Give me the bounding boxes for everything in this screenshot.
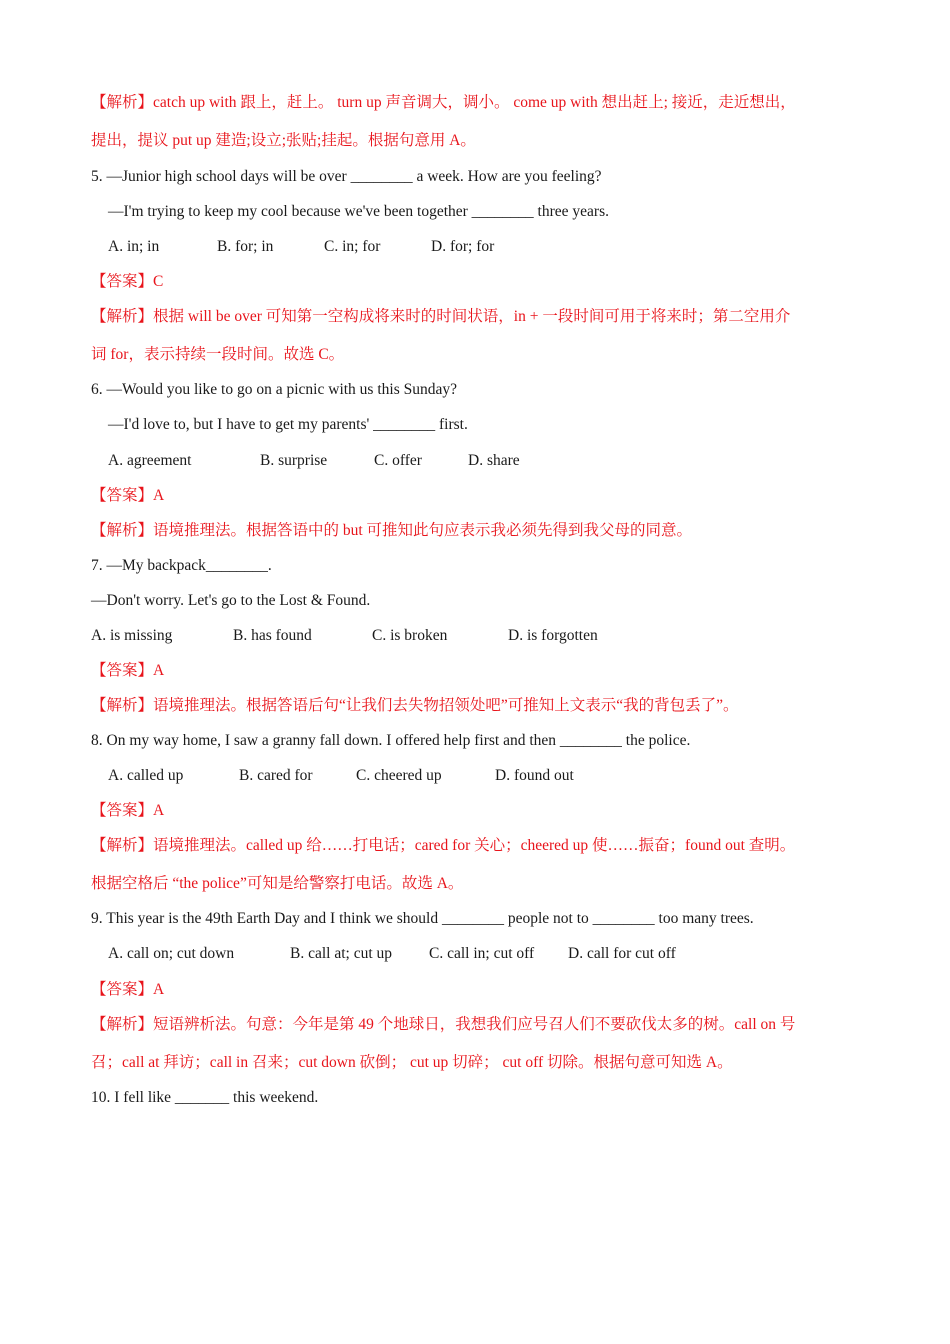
option-d: D. found out bbox=[495, 767, 574, 784]
answer-6: 【答案】A bbox=[91, 487, 165, 504]
option-a: A. called up bbox=[108, 767, 184, 784]
option-b: B. surprise bbox=[260, 452, 328, 469]
option-b: B. call at; cut up bbox=[290, 945, 393, 962]
option-a: A. in; in bbox=[108, 238, 160, 255]
question-7-options bbox=[91, 625, 890, 647]
option-a: A. agreement bbox=[108, 452, 192, 469]
option-c: C. call in; cut off bbox=[429, 945, 535, 962]
explanation-6: 【解析】语境推理法。根据答语中的 but 可推知此句应表示我必须先得到我父母的同意。 bbox=[91, 522, 693, 539]
answer-9: 【答案】A bbox=[91, 981, 165, 998]
option-a: A. call on; cut down bbox=[108, 945, 235, 962]
option-b: B. has found bbox=[233, 627, 312, 644]
option-d: D. is forgotten bbox=[508, 627, 598, 644]
question-7-reply: —Don't worry. Let's go to the Lost & Found. bbox=[91, 592, 371, 609]
explanation-8-line2: 根据空格后 “the police”可知是给警察打电话。故选 A。 bbox=[91, 875, 464, 892]
option-d: D. for; for bbox=[431, 238, 495, 255]
explanation-4-line1: 【解析】catch up with 跟上，赶上。 turn up 声音调大，调小。 come up with 想出赶上; 接近，走近想出， bbox=[91, 94, 796, 111]
explanation-7: 【解析】语境推理法。根据答语后句“让我们去失物招领处吧”可推知上文表示“我的背包丢了”。 bbox=[91, 697, 739, 714]
option-c: C. in; for bbox=[324, 238, 381, 255]
option-d: D. call for cut off bbox=[568, 945, 676, 962]
explanation-9-line1: 【解析】短语辨析法。句意：今年是第 49 个地球日，我想我们应号召人们不要砍伐太多的树。call on 号 bbox=[91, 1016, 796, 1033]
option-b: B. for; in bbox=[217, 238, 274, 255]
explanation-5-line2: 词 for，表示持续一段时间。故选 C。 bbox=[91, 346, 345, 363]
question-6-options bbox=[108, 450, 890, 472]
question-6-reply: —I'd love to, but I have to get my parents' ________ first. bbox=[108, 416, 468, 433]
question-5: 5. —Junior high school days will be over ________ a week. How are you feeling? bbox=[91, 168, 602, 185]
answer-5: 【答案】C bbox=[91, 273, 164, 290]
explanation-5-line1: 【解析】根据 will be over 可知第一空构成将来时的时间状语，in + 一段时间可用于将来时；第二空用介 bbox=[91, 308, 791, 325]
option-c: C. is broken bbox=[372, 627, 448, 644]
question-7: 7. —My backpack________. bbox=[91, 557, 272, 574]
answer-7: 【答案】A bbox=[91, 662, 165, 679]
question-6: 6. —Would you like to go on a picnic with us this Sunday? bbox=[91, 381, 457, 398]
question-8-options bbox=[108, 765, 890, 787]
option-d: D. share bbox=[468, 452, 520, 469]
explanation-9-line2: 召；call at 拜访；call in 召来；cut down 砍倒； cut up 切碎； cut off 切除。根据句意可知选 A。 bbox=[91, 1054, 733, 1071]
question-5-options bbox=[108, 236, 890, 258]
question-9: 9. This year is the 49th Earth Day and I think we should ________ people not to ________ too many trees. bbox=[91, 910, 754, 927]
question-5-reply: —I'm trying to keep my cool because we've been together ________ three years. bbox=[108, 203, 609, 220]
question-9-options bbox=[108, 943, 890, 965]
explanation-4-line2: 提出，提议 put up 建造;设立;张贴;挂起。根据句意用 A。 bbox=[91, 132, 476, 149]
option-b: B. cared for bbox=[239, 767, 313, 784]
answer-8: 【答案】A bbox=[91, 802, 165, 819]
option-c: C. cheered up bbox=[356, 767, 442, 784]
question-10: 10. I fell like _______ this weekend. bbox=[91, 1089, 319, 1106]
option-c: C. offer bbox=[374, 452, 422, 469]
explanation-8-line1: 【解析】语境推理法。called up 给……打电话；cared for 关心；cheered up 使……振奋；found out 查明。 bbox=[91, 837, 796, 854]
option-a: A. is missing bbox=[91, 627, 173, 644]
question-8: 8. On my way home, I saw a granny fall down. I offered help first and then ________ the police. bbox=[91, 732, 691, 749]
